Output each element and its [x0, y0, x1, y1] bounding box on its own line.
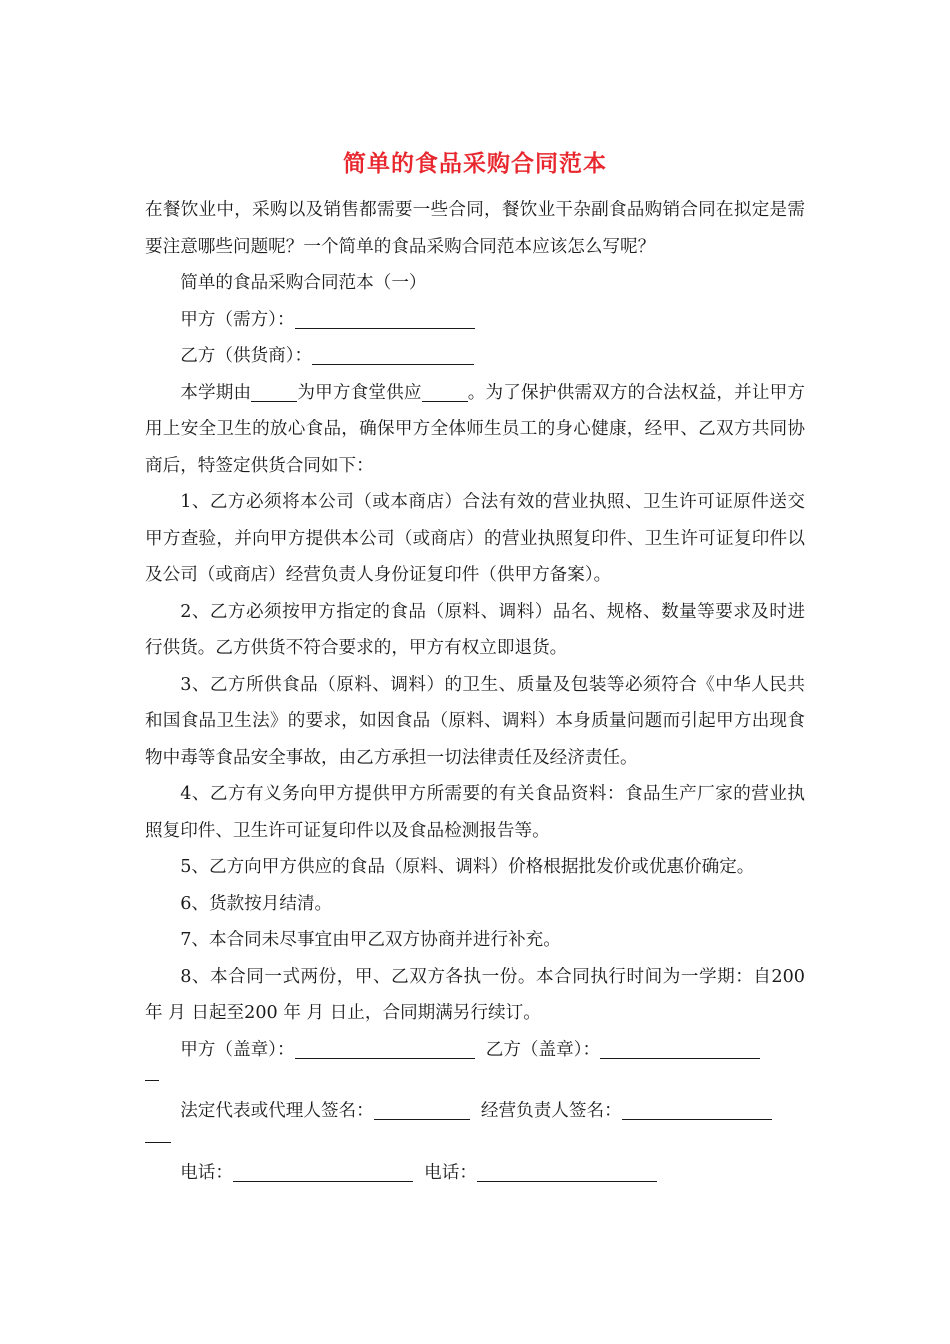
phone-b-blank[interactable]	[477, 1163, 657, 1182]
party-b-seal-blank-continued	[145, 1068, 159, 1081]
party-a-blank[interactable]	[295, 310, 475, 329]
signature-line	[145, 1093, 805, 1130]
supplier-blank[interactable]	[251, 383, 297, 402]
manager-blank-continued	[145, 1130, 171, 1143]
contract-subtitle: 简单的食品采购合同范本（一）	[180, 273, 427, 293]
manager-blank[interactable]	[622, 1101, 772, 1120]
preamble-part-2: 为甲方食堂供应	[297, 382, 422, 403]
clause-5: 5、乙方向甲方供应的食品（原料、调料）价格根据批发价或优惠价确定。	[180, 857, 755, 877]
preamble-part-1: 本学期由	[180, 382, 252, 403]
phone-a-label: 电话：	[180, 1162, 233, 1183]
party-b-seal-blank[interactable]	[600, 1040, 760, 1059]
preamble-paragraph	[145, 375, 805, 485]
intro-paragraph: 在餐饮业中，采购以及销售都需要一些合同，餐饮业干杂副食品购销合同在拟定是需要注意哪些问题呢？一个简单的食品采购合同范本应该怎么写呢？	[145, 200, 805, 257]
clause-2: 2、乙方必须按甲方指定的食品（原料、调料）品名、规格、数量等要求及时进行供货。乙方供货不符合要求的，甲方有权立即退货。	[145, 601, 805, 658]
preamble-part-3: 。为了保护供需双方的合法权益，并让甲方用上安全卫生的放心食品，确保甲方全体师生员工的身心健康，经甲、乙双方共同协商后，特签定供货合同如下：	[145, 382, 805, 476]
clause-6: 6、货款按月结清。	[180, 893, 333, 914]
clause-3: 3、乙方所供食品（原料、调料）的卫生、质量及包装等必须符合《中华人民共和国食品卫生法》的要求，如因食品（原料、调料）本身质量问题而引起甲方出现食物中毒等食品安全事故，由乙方承担一切法律责任及经济责任。	[145, 674, 805, 768]
party-b-blank[interactable]	[312, 346, 474, 365]
clause-1: 1、乙方必须将本公司（或本商店）合法有效的营业执照、卫生许可证原件送交甲方查验，并向甲方提供本公司（或商店）的营业执照复印件、卫生许可证复印件以及公司（或商店）经营负责人身份证复印件（供甲方备案）。	[145, 492, 805, 585]
seal-line	[145, 1032, 805, 1069]
phone-line	[145, 1155, 805, 1192]
manager-label: 经营负责人签名：	[480, 1101, 622, 1121]
clause-7: 7、本合同未尽事宜由甲乙双方协商并进行补充。	[180, 930, 561, 950]
party-b-line	[145, 338, 805, 375]
party-b-label: 乙方（供货商）：	[180, 346, 313, 366]
document-body	[145, 192, 805, 1191]
goods-blank[interactable]	[422, 383, 468, 402]
legal-rep-blank[interactable]	[374, 1101, 470, 1120]
clause-8: 8、本合同一式两份，甲、乙双方各执一份。本合同执行时间为一学期：自200 年 月 日起至200 年 月 日止，合同期满另行续订。	[145, 966, 805, 1023]
party-a-seal-label: 甲方（盖章）：	[180, 1039, 295, 1060]
document-title: 简单的食品采购合同范本	[343, 150, 607, 177]
party-a-label: 甲方（需方）：	[180, 309, 295, 330]
legal-rep-label: 法定代表或代理人签名：	[180, 1101, 374, 1121]
clause-4: 4、乙方有义务向甲方提供甲方所需要的有关食品资料：食品生产厂家的营业执照复印件、卫生许可证复印件以及食品检测报告等。	[145, 784, 805, 841]
party-a-line	[145, 302, 805, 339]
phone-a-blank[interactable]	[233, 1163, 413, 1182]
phone-b-label: 电话：	[424, 1162, 477, 1183]
party-b-seal-label: 乙方（盖章）：	[485, 1039, 601, 1060]
party-a-seal-blank[interactable]	[295, 1040, 475, 1059]
